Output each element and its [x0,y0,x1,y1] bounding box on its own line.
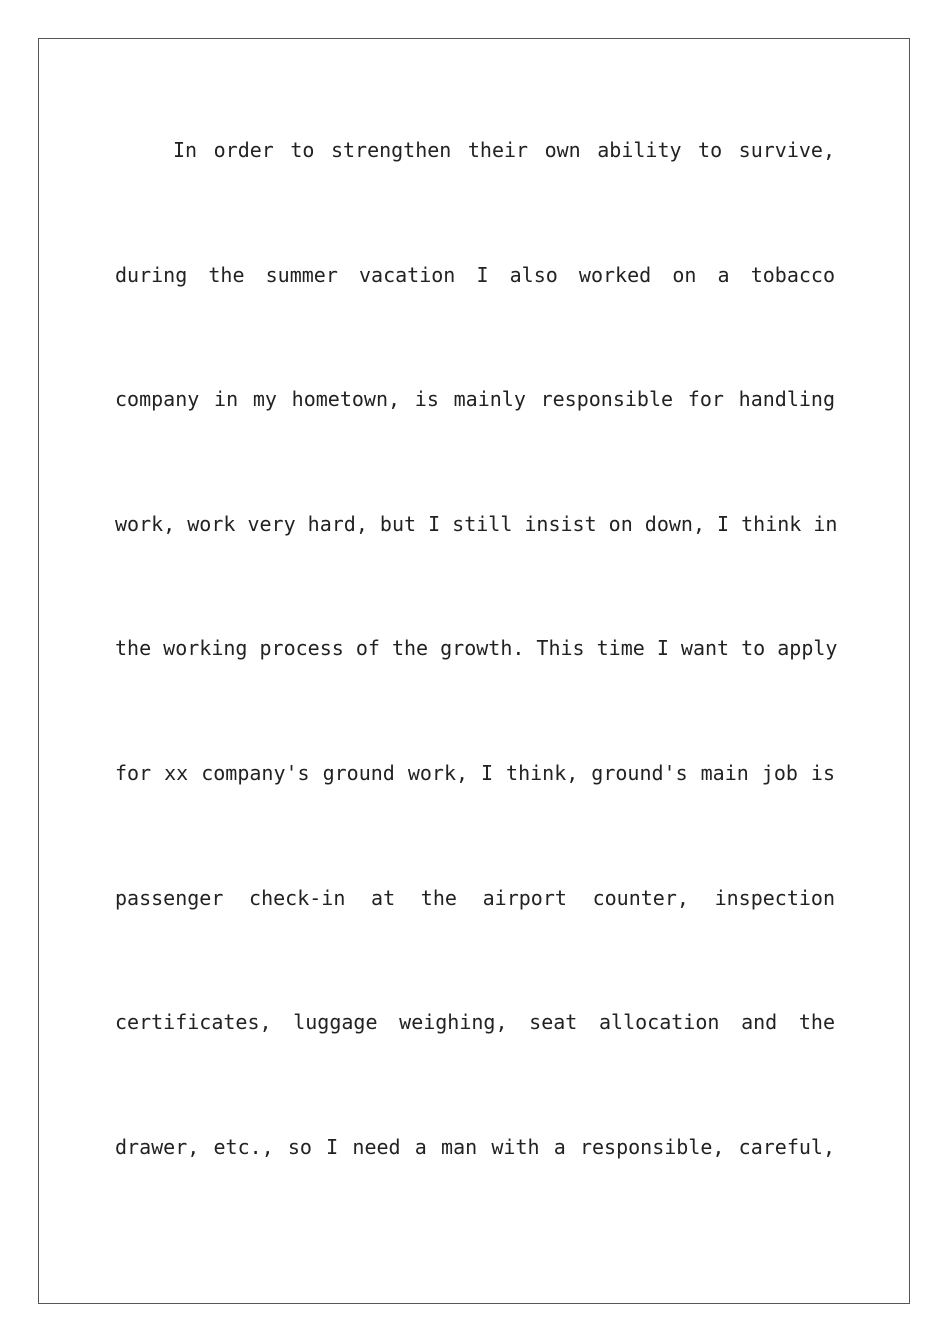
text-line-8: certificates, luggage weighing, seat allocation and the [115,1010,835,1035]
text-line-6: for xx company's ground work, I think, ground's main job is [115,760,835,785]
text-line-7: passenger check-in at the airport counter, inspection [115,885,835,910]
text-line-3: company in my hometown, is mainly responsible for handling [115,387,835,412]
text-line-5: the working process of the growth. This time I want to apply [115,636,838,661]
text-line-1: In order to strengthen their own ability to survive, [173,138,835,162]
text-line-9: drawer, etc., so I need a man with a responsible, careful, [115,1134,835,1159]
body-text [115,128,838,1249]
text-line-2: during the summer vacation I also worked on a tobacco [115,262,835,287]
text-line-4: work, work very hard, but I still insist on down, I think in [115,511,838,536]
